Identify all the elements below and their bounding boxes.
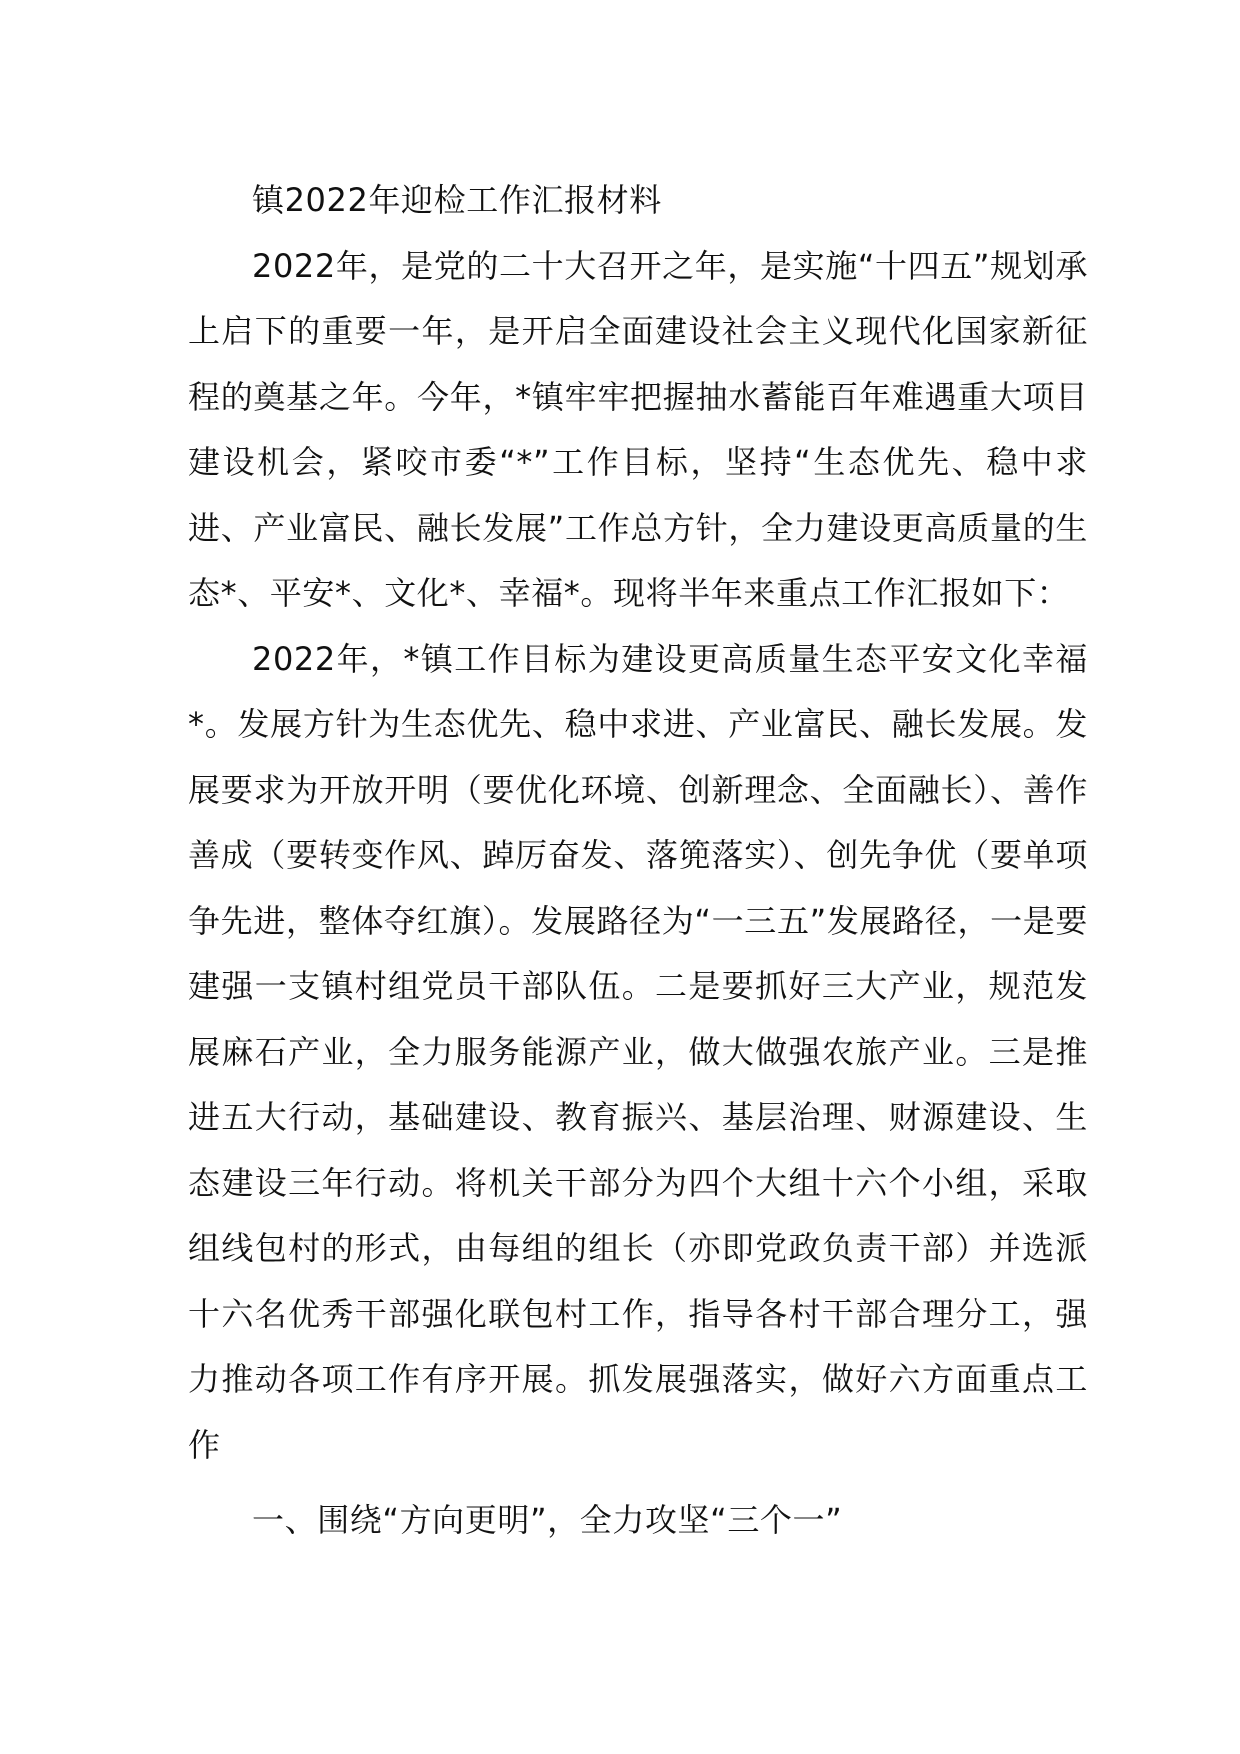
paragraph-intro: 2022年，是党的二十大召开之年，是实施“十四五”规划承上启下的重要一年，是开启全面建设社会主义现代化国家新征程的奠基之年。今年，*镇牢牢把握抽水蓄能百年难遇重大项目建设机会，紧咬市委“*”工作目标，坚持“生态优先、稳中求进、产业富民、融长发展”工作总方针，全力建设更高质量的生态*、平安*、文化*、幸福*。现将半年来重点工作汇报如下：: [188, 246, 1088, 612]
paragraph-goals: 2022年，*镇工作目标为建设更高质量生态平安文化幸福*。发展方针为生态优先、稳中求进、产业富民、融长发展。发展要求为开放开明（要优化环境、创新理念、全面融长）、善作善成（要转变作风、踔厉奋发、落篼落实）、创先争优（要单项争先进，整体夺红旗）。发展路径为“一三五”发展路径，一是要建强一支镇村组党员干部队伍。二是要抓好三大产业，规范发展麻石产业，全力服务能源产业，做大做强农旅产业。三是推进五大行动，基础建设、教育振兴、基层治理、财源建设、生态建设三年行动。将机关干部分为四个大组十六个小组，采取组线包村的形式，由每组的组长（亦即党政负责干部）并选派十六名优秀干部强化联包村工作，指导各村干部合理分工，强力推动各项工作有序开展。抓发展强落实，做好六方面重点工作: [188, 639, 1088, 1464]
document-body: [188, 168, 1088, 1554]
section-heading: 一、围绕“方向更明”，全力攻坚“三个一”: [252, 1501, 843, 1539]
document-title: 镇2022年迎检工作汇报材料: [252, 181, 662, 219]
